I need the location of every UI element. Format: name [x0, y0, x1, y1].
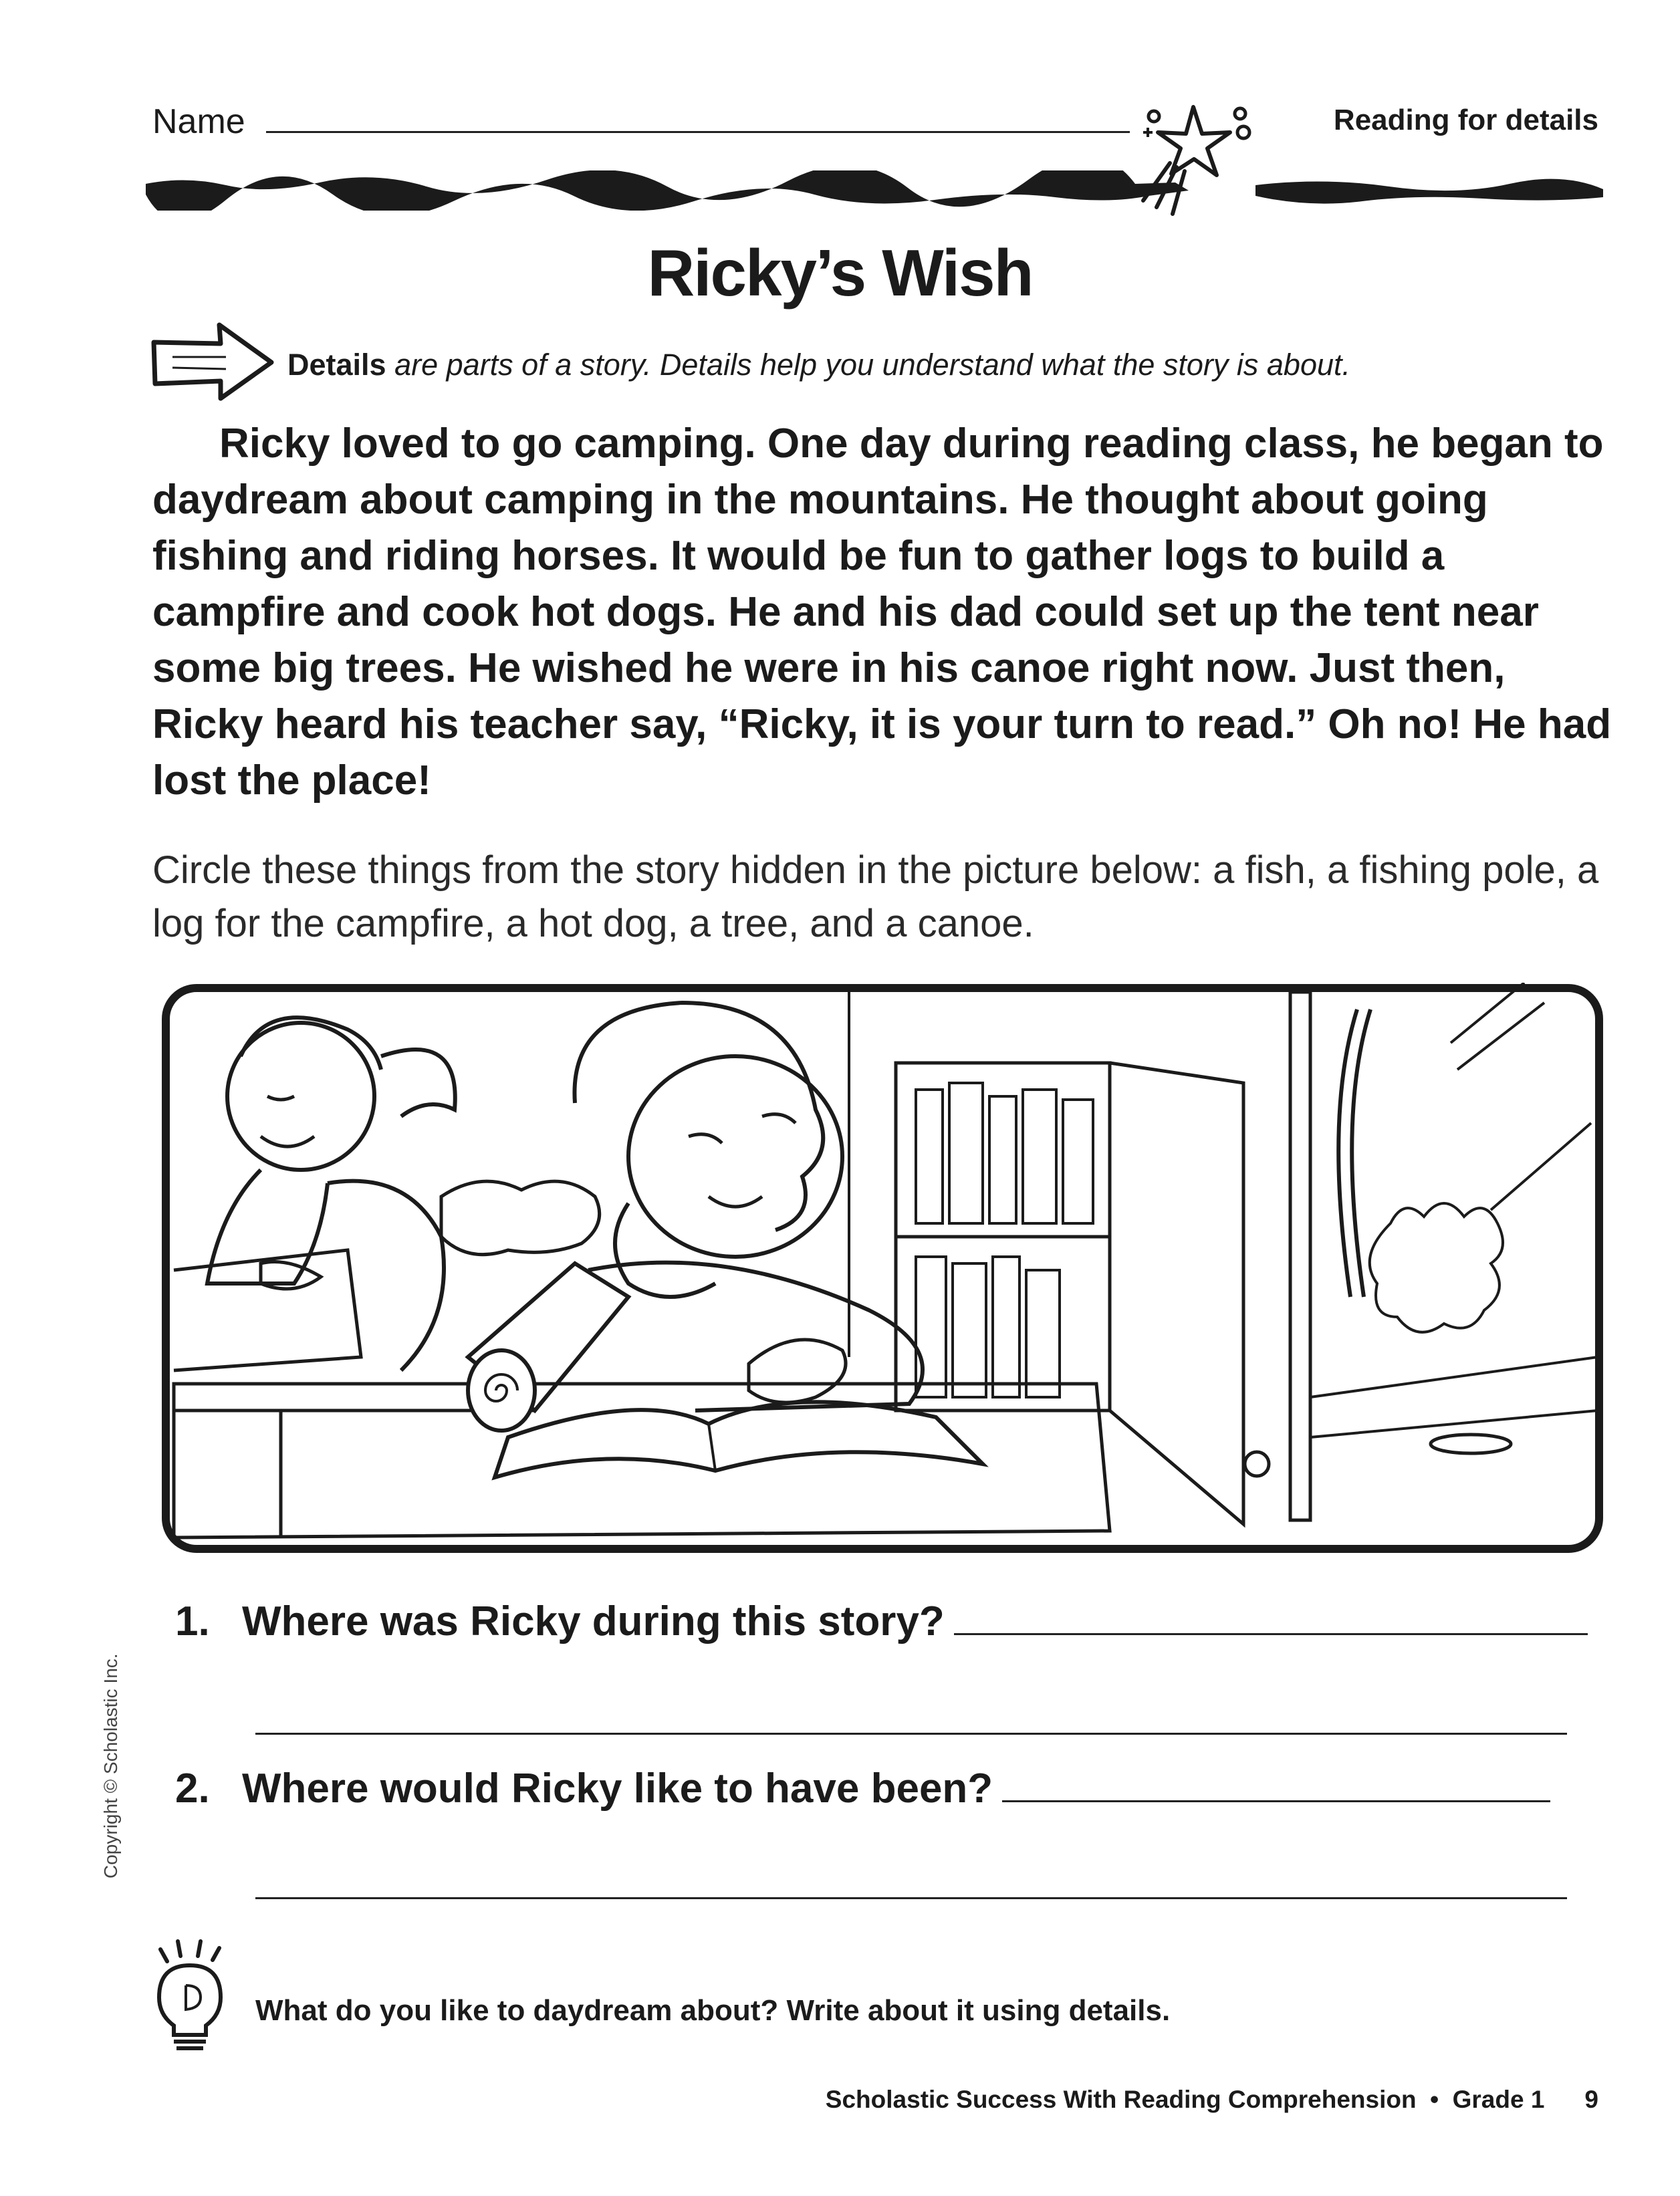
question-2 — [175, 1765, 1550, 1812]
instructions: Circle these things from the story hidden in the picture below: a fish, a fishing pole, a log for the campfire, a hot dog, a tree, and a canoe. — [152, 848, 1599, 945]
name-label: Name — [152, 102, 245, 141]
question-number: 1. — [175, 1598, 210, 1644]
classroom-illustration[interactable] — [160, 983, 1604, 1554]
story-text — [152, 416, 1616, 809]
answer-line[interactable] — [954, 1633, 1588, 1635]
skill-label: Reading for details — [1333, 104, 1598, 136]
answer-line[interactable] — [255, 1733, 1567, 1735]
details-definition — [287, 348, 1350, 382]
answer-line[interactable] — [1002, 1800, 1550, 1802]
question-text: Where was Ricky during this story? — [242, 1598, 945, 1644]
question-text: Where would Ricky like to have been? — [242, 1765, 993, 1812]
name-line[interactable] — [266, 131, 1130, 133]
lightbulb-icon — [147, 1939, 234, 2052]
page-number: 9 — [1584, 2086, 1598, 2113]
copyright-notice: Copyright © Scholastic Inc. — [100, 1653, 121, 1878]
definition-text: are parts of a story. Details help you understand what the story is about. — [386, 348, 1351, 382]
page-footer — [826, 2086, 1598, 2114]
answer-line[interactable] — [255, 1897, 1567, 1899]
story-paragraph: Ricky loved to go camping. One day during reading class, he began to daydream about camping in the mountains. He thought about going fishing and riding horses. It would be fun to gather logs to build a campfire and cook hot dogs. He and his dad could set up the tent near some big trees. He wished he were in his canoe right now. Just then, Ricky heard his teacher say, “Ricky, it is your turn to read.” Oh no! He had lost the place! — [152, 420, 1612, 804]
question-1 — [175, 1598, 1588, 1645]
arrow-icon — [146, 320, 279, 406]
book-title: Scholastic Success With Reading Comprehension • Grade 1 — [825, 2086, 1545, 2113]
torn-paper-divider — [146, 170, 1603, 211]
page-title: Ricky’s Wish — [647, 236, 1033, 310]
definition-term: Details — [287, 348, 386, 382]
writing-prompt: What do you like to daydream about? Write about it using details. — [255, 1994, 1171, 2027]
question-number: 2. — [175, 1765, 210, 1812]
